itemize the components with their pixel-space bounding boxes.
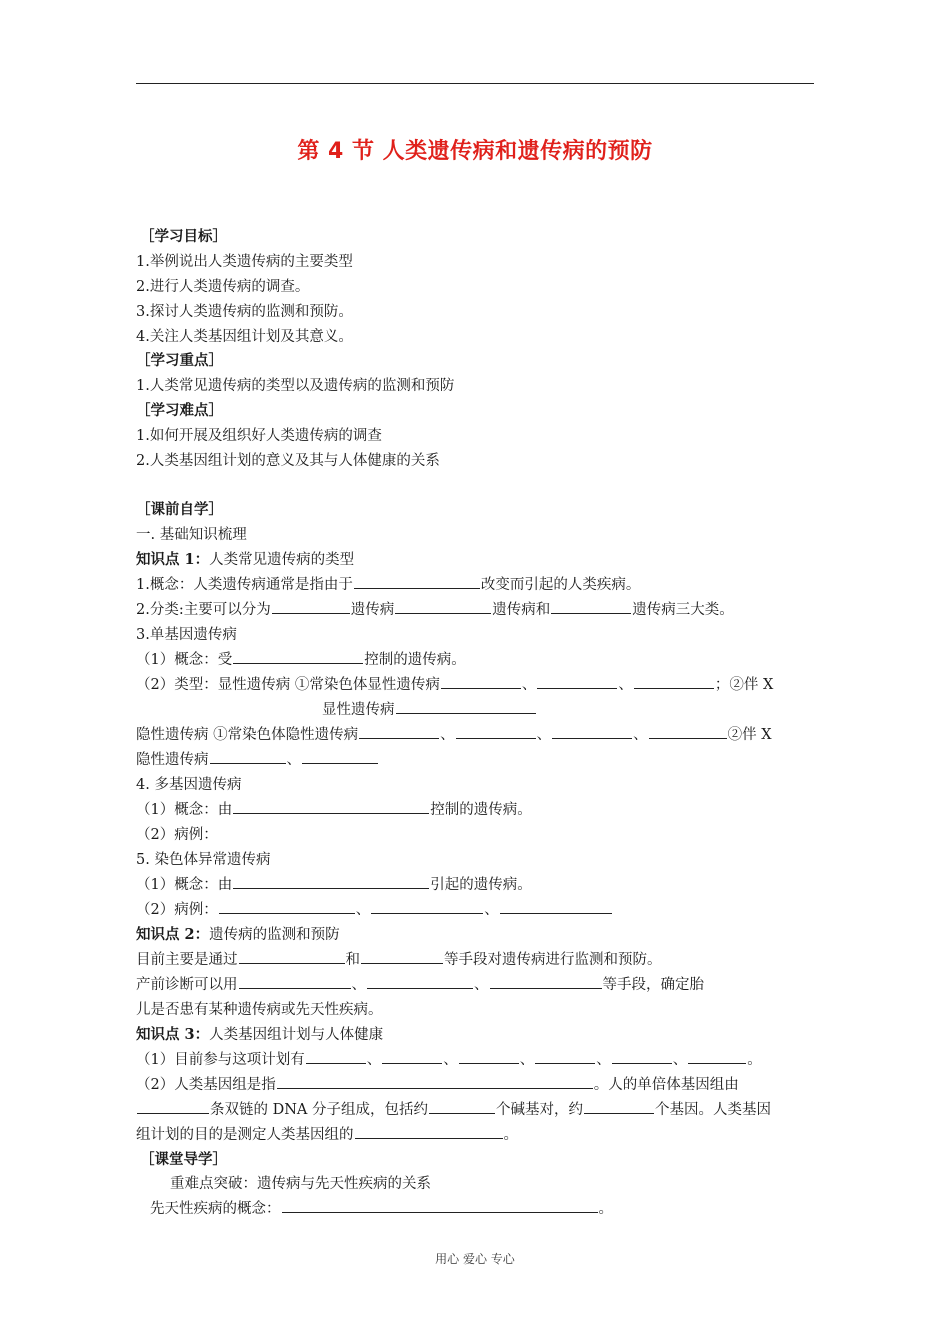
chromosome-concept: [136, 875, 826, 895]
fill-blank[interactable]: [459, 1051, 519, 1064]
fill-blank[interactable]: [551, 601, 631, 614]
knowledge-point-2: [136, 925, 826, 945]
line-text: 个碱基对，约: [496, 1102, 584, 1118]
separator: 、: [474, 977, 489, 993]
multi-gene-heading: 4. 多基因遗传病: [136, 777, 242, 793]
fill-blank[interactable]: [395, 601, 491, 614]
separator: 、: [672, 1052, 688, 1068]
goal-item: 3.探讨人类遗传病的监测和预防。: [136, 304, 353, 320]
line-text: 遗传病三大类。: [632, 602, 734, 618]
line-text: （2）病例：: [136, 902, 218, 918]
x-recessive-line: [136, 750, 826, 770]
kp-text: 遗传病的监测和预防: [209, 927, 340, 943]
line-text: 遗传病和: [492, 602, 551, 618]
separator: 、: [596, 1052, 611, 1068]
congenital-line: [150, 1199, 840, 1219]
fill-blank[interactable]: [137, 1101, 209, 1114]
fill-blank[interactable]: [584, 1101, 654, 1114]
fill-blank[interactable]: [354, 576, 480, 589]
single-gene-heading: 3.单基因遗传病: [136, 627, 237, 643]
fill-blank[interactable]: [233, 801, 429, 814]
fill-blank[interactable]: [272, 601, 350, 614]
dominant-types-line: [136, 675, 826, 695]
separator: 。: [598, 1201, 613, 1217]
multi-gene-concept: [136, 800, 826, 820]
fill-blank[interactable]: [355, 1126, 503, 1139]
prenatal-line-cont: 儿是否患有某种遗传病或先天性疾病。: [136, 1002, 383, 1018]
kp-text: 人类常见遗传病的类型: [209, 552, 355, 568]
line-text: ；②伴 X: [714, 677, 774, 693]
knowledge-point-3: [136, 1025, 826, 1045]
classification-line: [136, 600, 826, 620]
heading-difficulties: ［学习难点］: [136, 402, 223, 419]
heading-key-points: ［学习重点］: [136, 352, 223, 369]
fill-blank[interactable]: [382, 1051, 442, 1064]
line-text: （2）人类基因组是指: [136, 1077, 276, 1093]
fill-blank[interactable]: [649, 726, 727, 739]
line-text: （1）概念：由: [136, 877, 233, 893]
line-text: 显性遗传病: [322, 702, 395, 718]
separator: 、: [443, 1052, 458, 1068]
fill-blank[interactable]: [688, 1051, 746, 1064]
header-rule: [136, 83, 814, 84]
separator: 、: [521, 677, 537, 693]
focus-line: 重难点突破：遗传病与先天性疾病的关系: [170, 1176, 431, 1192]
fill-blank[interactable]: [537, 676, 617, 689]
line-text: 先天性疾病的概念：: [150, 1201, 281, 1217]
fill-blank[interactable]: [302, 751, 378, 764]
separator: 。: [503, 1127, 518, 1143]
genome-goal-line: [136, 1125, 826, 1145]
separator: 、: [355, 902, 371, 918]
goal-item: 1.举例说出人类遗传病的主要类型: [136, 254, 353, 270]
kp-label: 知识点 1：: [136, 551, 210, 568]
fill-blank[interactable]: [277, 1076, 593, 1089]
fill-blank[interactable]: [441, 676, 521, 689]
difficulty-item: 2.人类基因组计划的意义及其与人体健康的关系: [136, 453, 440, 469]
prenatal-line: [136, 975, 826, 995]
fill-blank[interactable]: [233, 651, 363, 664]
separator: 、: [618, 677, 633, 693]
fill-blank[interactable]: [612, 1051, 672, 1064]
line-text: 。人的单倍体基因组由: [593, 1077, 739, 1093]
fill-blank[interactable]: [306, 1051, 366, 1064]
kp-label: 知识点 3：: [136, 1026, 210, 1043]
genome-definition-line: [136, 1075, 826, 1095]
line-text: 控制的遗传病。: [364, 652, 466, 668]
concept-line: [136, 575, 826, 595]
heading-class-guide: ［课堂导学］: [140, 1151, 227, 1168]
genome-participants-line: [136, 1050, 826, 1070]
chromosome-heading: 5. 染色体异常遗传病: [136, 852, 271, 868]
line-text: 隐性遗传病 ①常染色体隐性遗传病: [136, 727, 359, 743]
line-text: 个基因。人类基因: [655, 1102, 772, 1118]
fill-blank[interactable]: [219, 901, 355, 914]
line-text: ②伴 X: [727, 727, 772, 743]
monitoring-line: [136, 950, 826, 970]
separator: 、: [286, 752, 301, 768]
heading-pre-study: ［课前自学］: [136, 501, 223, 518]
fill-blank[interactable]: [359, 726, 439, 739]
kp-text: 人类基因组计划与人体健康: [209, 1027, 384, 1043]
separator: 、: [633, 727, 648, 743]
fill-blank[interactable]: [535, 1051, 595, 1064]
section-basics: 一. 基础知识梳理: [136, 527, 247, 543]
line-text: 等手段对遗传病进行监测和预防。: [444, 952, 662, 968]
line-text: 2.分类:主要可以分为: [136, 602, 271, 618]
x-dominant-line: [322, 700, 950, 720]
fill-blank[interactable]: [634, 676, 714, 689]
separator: 、: [536, 727, 552, 743]
line-text: 条双链的 DNA 分子组成，包括约: [210, 1102, 429, 1118]
separator: 。: [747, 1052, 762, 1068]
fill-blank[interactable]: [233, 876, 429, 889]
separator: 、: [519, 1052, 535, 1068]
knowledge-point-1: [136, 550, 826, 570]
separator: 、: [366, 1052, 382, 1068]
chromosome-examples: [136, 900, 826, 920]
fill-blank[interactable]: [361, 951, 443, 964]
line-text: （1）概念：由: [136, 802, 233, 818]
fill-blank[interactable]: [282, 1200, 598, 1213]
goal-item: 2.进行人类遗传病的调查。: [136, 279, 310, 295]
fill-blank[interactable]: [456, 726, 536, 739]
fill-blank[interactable]: [396, 701, 536, 714]
difficulty-item: 1.如何开展及组织好人类遗传病的调查: [136, 428, 382, 444]
line-text: 隐性遗传病: [136, 752, 209, 768]
separator: 、: [484, 902, 499, 918]
fill-blank[interactable]: [500, 901, 612, 914]
line-text: 引起的遗传病。: [430, 877, 532, 893]
fill-blank[interactable]: [367, 976, 473, 989]
line-text: 遗传病: [350, 602, 395, 618]
heading-goals: ［学习目标］: [140, 228, 227, 245]
fill-blank[interactable]: [552, 726, 632, 739]
line-text: （1）概念：受: [136, 652, 233, 668]
fill-blank[interactable]: [490, 976, 602, 989]
line-text: 控制的遗传病。: [430, 802, 532, 818]
line-text: 1.概念：人类遗传病通常是指由于: [136, 577, 353, 593]
fill-blank[interactable]: [371, 901, 483, 914]
fill-blank[interactable]: [210, 751, 286, 764]
page-footer: 用心 爱心 专心: [435, 1252, 515, 1266]
multi-gene-examples: （2）病例：: [136, 827, 218, 843]
goal-item: 4.关注人类基因组计划及其意义。: [136, 329, 353, 345]
fill-blank[interactable]: [239, 951, 345, 964]
line-text: 目前主要是通过: [136, 952, 238, 968]
recessive-types-line: [136, 725, 826, 745]
line-text: 产前诊断可以用: [136, 977, 238, 993]
line-text: 改变而引起的人类疾病。: [480, 577, 641, 593]
fill-blank[interactable]: [429, 1101, 495, 1114]
line-text: 和: [345, 952, 360, 968]
kp-label: 知识点 2：: [136, 926, 210, 943]
line-text: （2）类型：显性遗传病 ①常染色体显性遗传病: [136, 677, 440, 693]
single-gene-concept: [136, 650, 826, 670]
fill-blank[interactable]: [239, 976, 351, 989]
separator: 、: [440, 727, 455, 743]
line-text: 等手段，确定胎: [602, 977, 704, 993]
line-text: （1）目前参与这项计划有: [136, 1052, 305, 1068]
separator: 、: [351, 977, 366, 993]
genome-dna-line: [136, 1100, 826, 1120]
page-title: 第 4 节 人类遗传病和遗传病的预防: [297, 139, 653, 164]
line-text: 组计划的目的是测定人类基因组的: [136, 1127, 354, 1143]
key-item: 1.人类常见遗传病的类型以及遗传病的监测和预防: [136, 378, 455, 394]
